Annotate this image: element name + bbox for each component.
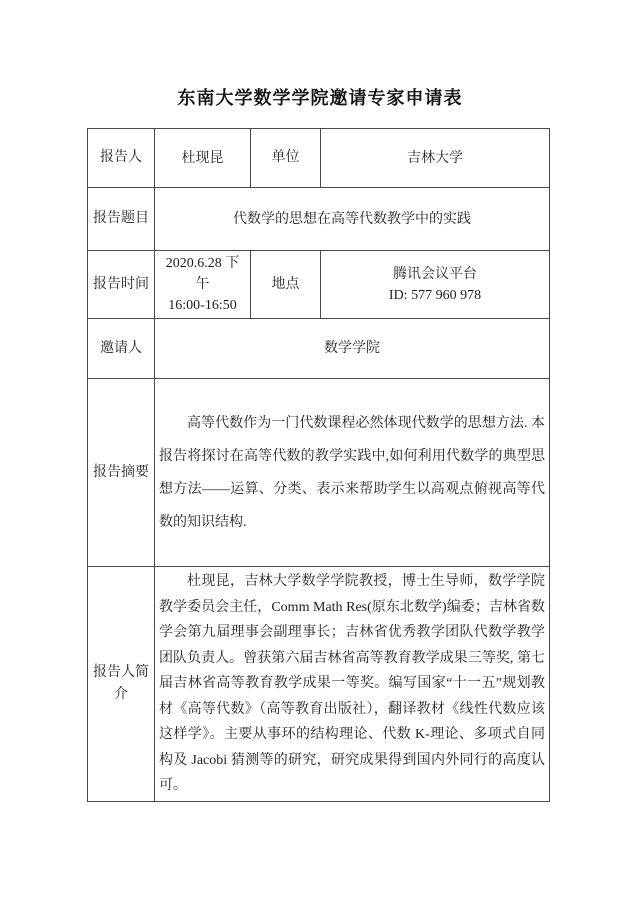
speaker-label: 报告人 [88, 129, 155, 188]
bio-label: 报告人简介 [88, 567, 155, 802]
bio-text: 杜现昆，吉林大学数学学院教授，博士生导师，数学学院教学委员会主任，Comm Math Res(原东北数学)编委；吉林省数学会第九届理事会副理事长；吉林省优秀教学团队代数学教学团队负责人。曾获第六届吉林省高等教育教学成果三等奖, 第七届吉林省高等教育教学成果一等奖。编写国家“十一五”规划教材《高等代数》（高等教育出版社），翻译教材《线性代数应该这样学》。主要从事环的结构理论、代数 K-理论、多项式自同构及 Jacobi 猜测等的研究，研究成果得到国内外同行的高度认可。 [159, 574, 545, 793]
application-form-table [87, 128, 550, 802]
time-line1: 2020.6.28 下午 [165, 256, 240, 292]
place-line1: 腾讯会议平台 [393, 266, 477, 282]
page-title: 东南大学数学学院邀请专家申请表 [177, 88, 463, 108]
bio-cell [155, 567, 550, 802]
place-label: 地点 [251, 251, 321, 319]
table-row-topic [88, 188, 550, 251]
place-value [321, 251, 550, 319]
unit-label: 单位 [251, 129, 321, 188]
unit-value: 吉林大学 [321, 129, 550, 188]
inviter-value: 数学学院 [155, 319, 550, 379]
abstract-label: 报告摘要 [88, 379, 155, 567]
table-row-inviter [88, 319, 550, 379]
inviter-label: 邀请人 [88, 319, 155, 379]
table-row-bio [88, 567, 550, 802]
topic-value: 代数学的思想在高等代数教学中的实践 [155, 188, 550, 251]
time-value [155, 251, 251, 319]
time-line2: 16:00-16:50 [168, 298, 237, 313]
table-row-time [88, 251, 550, 319]
topic-label: 报告题目 [88, 188, 155, 251]
table-row-speaker [88, 129, 550, 188]
abstract-text: 高等代数作为一门代数课程必然体现代数学的思想方法. 本报告将探讨在高等代数的教学实践中,如何利用代数学的典型思想方法——运算、分类、表示来帮助学生以高观点俯视高等代数的知识结构. [159, 415, 545, 530]
table-row-abstract [88, 379, 550, 567]
abstract-cell [155, 379, 550, 567]
place-line2: ID: 577 960 978 [388, 287, 482, 303]
time-label: 报告时间 [88, 251, 155, 319]
speaker-name: 杜现昆 [155, 129, 251, 188]
